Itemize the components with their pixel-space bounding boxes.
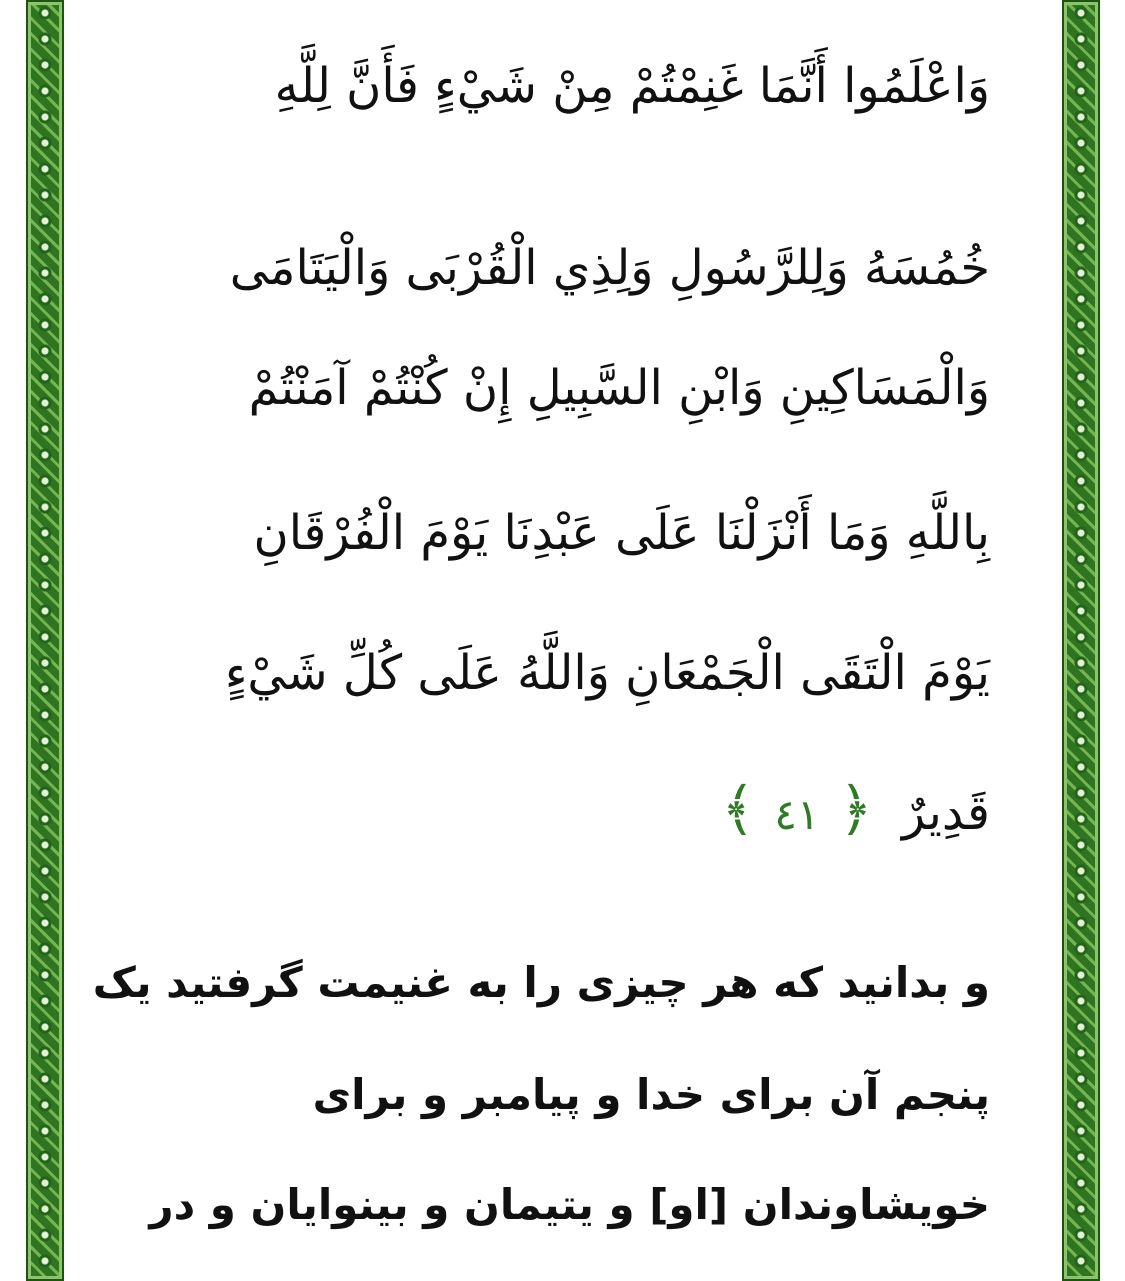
- verse-marker-open-bracket: ﴿: [838, 775, 873, 843]
- arabic-line-5: يَوْمَ الْتَقَى الْجَمْعَانِ وَاللَّهُ عَلَى كُلِّ شَيْءٍ: [224, 645, 990, 701]
- verse-marker-close-bracket: ﴾: [721, 775, 756, 843]
- arabic-line-6-text: قَدِيرٌ: [902, 785, 990, 841]
- arabic-line-2: خُمُسَهُ وَلِلرَّسُولِ وَلِذِي الْقُرْبَى وَالْيَتَامَى: [229, 240, 990, 296]
- verse-number-marker: [721, 775, 873, 843]
- verse-page: [90, 0, 1005, 1281]
- right-ornamental-border: [1062, 0, 1100, 1281]
- verse-number: ٤١: [774, 790, 820, 839]
- arabic-line-4: بِاللَّهِ وَمَا أَنْزَلْنَا عَلَى عَبْدِنَا يَوْمَ الْفُرْقَانِ: [253, 505, 990, 561]
- persian-translation-line-3: خویشاوندان [او] و یتیمان و بینوایان و در: [149, 1180, 990, 1229]
- arabic-line-3: وَالْمَسَاكِينِ وَابْنِ السَّبِيلِ إِنْ كُنْتُمْ آمَنْتُمْ: [248, 360, 990, 416]
- persian-translation-line-1: و بدانید که هر چیزی را به غنیمت گرفتید یک: [92, 958, 990, 1007]
- left-ornamental-border: [26, 0, 64, 1281]
- arabic-line-1: وَاعْلَمُوا أَنَّمَا غَنِمْتُمْ مِنْ شَيْءٍ فَأَنَّ لِلَّهِ: [274, 58, 990, 114]
- persian-translation-line-2: پنجم آن برای خدا و پیامبر و برای: [312, 1070, 990, 1119]
- arabic-line-6: [721, 775, 990, 843]
